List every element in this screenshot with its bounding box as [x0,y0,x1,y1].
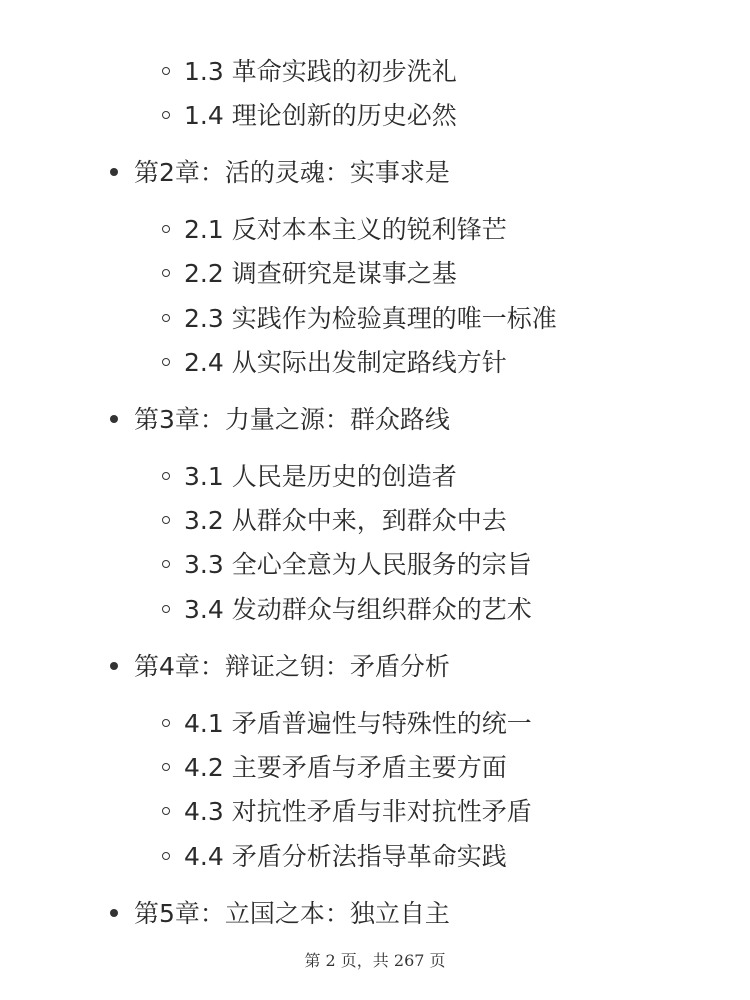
toc-item-label: 3.2 从群众中来，到群众中去 [184,505,507,535]
toc-section-item[interactable] [162,701,532,745]
toc-section-item[interactable] [162,340,507,384]
toc-item-label: 第3章：力量之源：群众路线 [134,404,450,434]
toc-item-label: 1.4 理论创新的历史必然 [184,100,457,130]
hollow-bullet-icon [162,225,170,233]
page-footer: 第 2 页，共 267 页 [304,951,446,970]
hollow-bullet-icon [162,605,170,613]
toc-item-label: 2.4 从实际出发制定路线方针 [184,347,507,377]
hollow-bullet-icon [162,852,170,860]
hollow-bullet-icon [162,111,170,119]
solid-bullet-icon [110,662,118,670]
toc-chapter-item[interactable] [110,890,450,936]
toc-item-label: 3.4 发动群众与组织群众的艺术 [184,594,532,624]
toc-section-item[interactable] [162,296,557,340]
toc-item-label: 第4章：辩证之钥：矛盾分析 [134,651,450,681]
toc-item-label: 4.2 主要矛盾与矛盾主要方面 [184,752,507,782]
toc-item-label: 4.1 矛盾普遍性与特殊性的统一 [184,708,532,738]
hollow-bullet-icon [162,719,170,727]
toc-item-label: 第2章：活的灵魂：实事求是 [134,157,450,187]
hollow-bullet-icon [162,269,170,277]
hollow-bullet-icon [162,472,170,480]
hollow-bullet-icon [162,560,170,568]
hollow-bullet-icon [162,67,170,75]
toc-section-item[interactable] [162,454,457,498]
toc-section-item[interactable] [162,49,457,93]
toc-chapter-item[interactable] [110,643,450,689]
solid-bullet-icon [110,168,118,176]
hollow-bullet-icon [162,807,170,815]
toc-item-label: 2.3 实践作为检验真理的唯一标准 [184,303,557,333]
toc-section-item[interactable] [162,587,532,631]
toc-section-item[interactable] [162,498,507,542]
toc-chapter-item[interactable] [110,149,450,195]
hollow-bullet-icon [162,516,170,524]
solid-bullet-icon [110,415,118,423]
toc-chapter-item[interactable] [110,396,450,442]
hollow-bullet-icon [162,314,170,322]
hollow-bullet-icon [162,763,170,771]
toc-item-label: 3.1 人民是历史的创造者 [184,461,457,491]
toc-section-item[interactable] [162,93,457,137]
toc-section-item[interactable] [162,745,507,789]
toc-item-label: 4.3 对抗性矛盾与非对抗性矛盾 [184,796,532,826]
toc-section-item[interactable] [162,251,457,295]
toc-section-item[interactable] [162,542,532,586]
toc-item-label: 4.4 矛盾分析法指导革命实践 [184,841,507,871]
toc-item-label: 1.3 革命实践的初步洗礼 [184,56,457,86]
toc-item-label: 第5章：立国之本：独立自主 [134,898,450,928]
toc-section-item[interactable] [162,834,507,878]
solid-bullet-icon [110,909,118,917]
toc-item-label: 2.2 调查研究是谋事之基 [184,258,457,288]
hollow-bullet-icon [162,358,170,366]
toc-item-label: 2.1 反对本本主义的锐利锋芒 [184,214,507,244]
toc-section-item[interactable] [162,207,507,251]
toc-item-label: 3.3 全心全意为人民服务的宗旨 [184,549,532,579]
toc-section-item[interactable] [162,789,532,833]
